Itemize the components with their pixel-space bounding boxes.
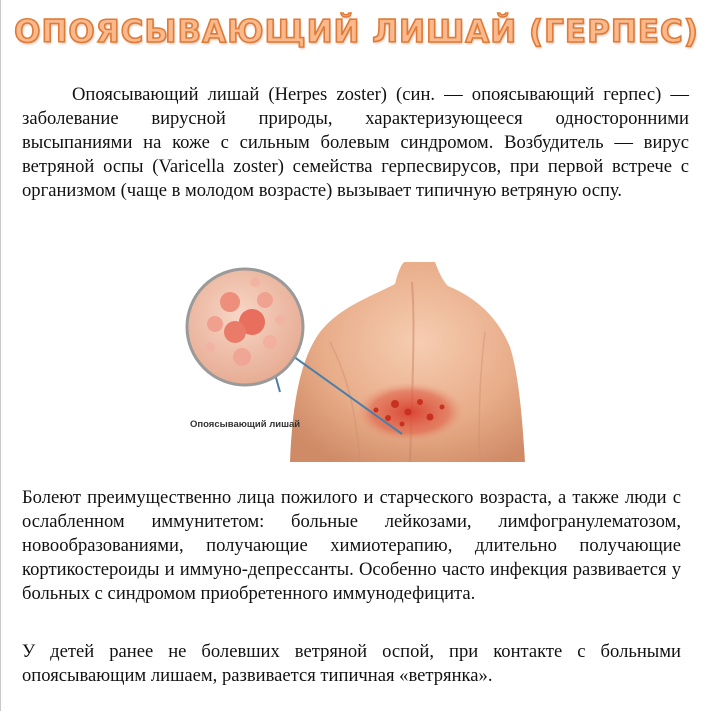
herpes-zoster-illustration — [180, 262, 525, 462]
magnified-skin-circle — [187, 269, 303, 385]
page-title: ОПОЯСЫВАЮЩИЙ ЛИШАЙ (ГЕРПЕС) — [14, 14, 699, 50]
children-paragraph: У детей ранее не болевших ветряной оспой, при контакте с больными опоясывающим лишаем, развивается типичная «ветрянка». — [22, 641, 681, 686]
page-border — [0, 0, 1, 711]
intro-paragraph: Опоясывающий лишай (Herpes zoster) (син. — опоясывающий герпес) — заболевание вирусной природы, характеризующееся односторонними высыпаниями на коже с сильным болевым синдромом. Возбудитель — вирус ветряной оспы (Varicella zoster) семейства герпесвирусов, при первой встрече с организмом (чаще в молодом возрасте) вызывает типичную ветряную оспу. — [22, 84, 689, 201]
risk-groups-paragraph: Болеют преимущественно лица пожилого и старческого возраста, а также люди с ослабленном иммунитетом: больные лейкозами, лимфогранулематозом, новообразованиями, получающие химиотерапию, длительно получающие кортикостероиды и иммуно-депрессанты. Особенно часто инфекция развивается у больных с синдромом приобретенного иммунодефицита. — [22, 487, 681, 604]
illustration-caption: Опоясывающий лишай — [190, 419, 301, 430]
